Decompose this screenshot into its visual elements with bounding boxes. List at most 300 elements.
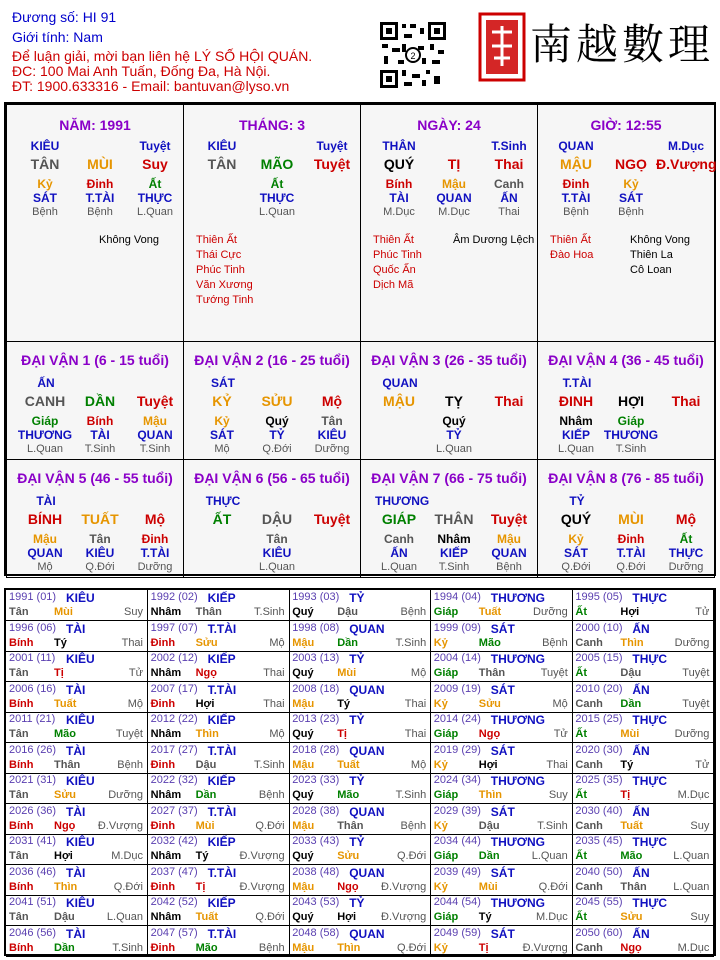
year-cell bbox=[289, 621, 431, 652]
year-life-stage: T.Sinh bbox=[395, 636, 427, 649]
year-cell bbox=[572, 712, 714, 743]
year-ten-god: THƯƠNG bbox=[490, 713, 545, 727]
year-label: 2047 (57) bbox=[150, 926, 198, 939]
year-branch: Mão bbox=[478, 636, 501, 649]
year-life-stage: Dưỡng bbox=[674, 728, 710, 740]
year-life-stage: L.Quan bbox=[531, 850, 568, 862]
year-label: 1998 (08) bbox=[292, 621, 340, 634]
year-ten-god: T.TÀI bbox=[207, 743, 237, 758]
year-stem: Tân bbox=[9, 789, 29, 801]
luck-ten-god: ẤN bbox=[37, 376, 55, 390]
year-ten-god: TỶ bbox=[349, 835, 365, 849]
hidden-stem: Mậu bbox=[33, 532, 57, 546]
stem-branch: ẤT bbox=[212, 511, 232, 527]
year-stem: Ất bbox=[575, 667, 587, 679]
annual-luck-table bbox=[4, 588, 716, 956]
year-life-stage: Thai bbox=[404, 697, 427, 710]
luck-column bbox=[424, 394, 484, 456]
stem-branch: Thai bbox=[494, 393, 524, 409]
year-stem: Nhâm bbox=[150, 728, 182, 740]
ten-god-top: KIÊU bbox=[30, 139, 60, 153]
year-life-stage: Thai bbox=[263, 667, 285, 679]
life-stage: L.Quan bbox=[380, 561, 418, 573]
year-life-stage: Thai bbox=[263, 697, 285, 710]
stem-branch: KỶ bbox=[212, 393, 232, 409]
year-branch: Ngọ bbox=[195, 667, 217, 679]
year-cell bbox=[572, 682, 714, 713]
life-stage: L.Quan bbox=[435, 443, 473, 455]
year-branch: Dậu bbox=[195, 758, 217, 771]
year-stem: Nhâm bbox=[150, 911, 182, 923]
ten-god-top bbox=[424, 139, 484, 157]
year-branch: Thìn bbox=[478, 789, 503, 801]
year-branch: Hợi bbox=[620, 606, 640, 618]
year-ten-god: TÀI bbox=[66, 682, 86, 697]
year-label: 2021 (31) bbox=[9, 774, 57, 786]
year-ten-god: TÀI bbox=[66, 743, 86, 758]
year-life-stage: Q.Đới bbox=[255, 819, 285, 832]
year-stem: Ất bbox=[575, 911, 587, 923]
star-name: Thái Cực bbox=[196, 249, 242, 261]
year-ten-god: KIÊU bbox=[66, 896, 95, 910]
year-label: 2028 (38) bbox=[292, 804, 340, 817]
year-label: 1996 (06) bbox=[9, 621, 57, 634]
year-life-stage: Tuyệt bbox=[682, 697, 710, 710]
year-life-stage: Q.Đới bbox=[255, 911, 285, 923]
year-ten-god: KIẾP bbox=[207, 835, 236, 849]
year-life-stage: Dưỡng bbox=[674, 636, 710, 649]
year-label: 2009 (19) bbox=[433, 682, 481, 695]
year-cell bbox=[6, 834, 148, 865]
hidden-stem: Nhâm bbox=[437, 532, 471, 546]
year-branch: Dậu bbox=[337, 606, 358, 618]
year-cell bbox=[148, 865, 290, 896]
stem-branch: MẬU bbox=[560, 156, 592, 172]
year-ten-god: TỶ bbox=[349, 652, 365, 666]
year-life-stage: Đ.Vượng bbox=[522, 941, 568, 954]
year-label: 2048 (58) bbox=[292, 926, 340, 939]
life-stage: Dưỡng bbox=[668, 561, 704, 573]
star-list bbox=[373, 233, 422, 293]
year-branch: Hợi bbox=[337, 911, 357, 923]
year-life-stage: Tử bbox=[128, 667, 143, 679]
luck-column bbox=[15, 394, 75, 456]
year-cell bbox=[148, 804, 290, 835]
hidden-ten-god: THỰC bbox=[137, 191, 173, 205]
year-stem: Bính bbox=[9, 880, 34, 893]
year-cell bbox=[289, 895, 431, 926]
year-cell bbox=[6, 743, 148, 774]
year-cell bbox=[148, 590, 290, 621]
year-stem: Mậu bbox=[292, 697, 315, 710]
year-branch: Tị bbox=[478, 941, 489, 954]
hidden-stem: Canh bbox=[384, 532, 414, 546]
stem-branch: Mộ bbox=[144, 511, 166, 527]
year-label: 2039 (49) bbox=[433, 865, 481, 878]
star-name: Dịch Mã bbox=[373, 279, 414, 291]
hidden-ten-god: KIẾP bbox=[561, 428, 590, 442]
year-stem: Đinh bbox=[150, 880, 176, 893]
year-cell bbox=[289, 865, 431, 896]
year-label: 2045 (55) bbox=[575, 896, 623, 908]
life-stage: L.Quan bbox=[557, 443, 595, 455]
year-ten-god: ẤN bbox=[632, 743, 650, 758]
year-ten-god: T.TÀI bbox=[207, 804, 237, 819]
year-stem: Tân bbox=[9, 911, 29, 923]
year-life-stage: Q.Đới bbox=[396, 941, 427, 954]
year-label: 2008 (18) bbox=[292, 682, 340, 695]
year-cell bbox=[431, 712, 573, 743]
star-name: Cô Loan bbox=[630, 264, 672, 276]
year-stem: Đinh bbox=[150, 941, 176, 954]
year-life-stage: T.Sinh bbox=[395, 789, 427, 801]
year-cell bbox=[572, 834, 714, 865]
year-label: 2033 (43) bbox=[292, 835, 340, 847]
ten-god-top: THÂN bbox=[382, 139, 416, 153]
year-label: 2027 (37) bbox=[150, 804, 198, 817]
year-label: 2012 (22) bbox=[150, 713, 198, 725]
year-life-stage: M.Dục bbox=[677, 789, 710, 801]
year-ten-god: SÁT bbox=[490, 804, 515, 819]
year-cell bbox=[6, 590, 148, 621]
luck-column bbox=[15, 512, 75, 574]
year-life-stage: Suy bbox=[548, 789, 568, 801]
stem-branch: CANH bbox=[24, 393, 66, 409]
year-ten-god: THƯƠNG bbox=[490, 652, 545, 666]
year-cell bbox=[431, 743, 573, 774]
year-life-stage: Dưỡng bbox=[533, 606, 568, 618]
stem-branch: MÙI bbox=[87, 156, 113, 172]
year-branch: Tuất bbox=[337, 758, 360, 771]
pillar-column bbox=[656, 139, 716, 177]
year-branch: Dần bbox=[337, 636, 358, 649]
life-stage: L.Quan bbox=[136, 206, 174, 218]
pillar-column bbox=[192, 139, 252, 177]
luck-period-title: ĐẠI VẬN 1 (6 - 15 tuổi) bbox=[21, 352, 169, 368]
hidden-ten-god: KIÊU bbox=[262, 546, 292, 560]
year-branch: Thân bbox=[620, 880, 647, 893]
year-ten-god: THỰC bbox=[632, 774, 668, 788]
year-label: 2019 (29) bbox=[433, 743, 481, 756]
year-branch: Thân bbox=[478, 667, 506, 679]
year-cell bbox=[6, 926, 148, 957]
luck-column bbox=[247, 512, 307, 574]
year-stem: Giáp bbox=[433, 789, 459, 801]
pillar-cell bbox=[183, 104, 361, 342]
year-label: 1997 (07) bbox=[150, 621, 198, 634]
pillar-title: THÁNG: 3 bbox=[238, 117, 306, 133]
stem-branch: QUÝ bbox=[560, 511, 592, 527]
year-stem: Quý bbox=[292, 789, 314, 801]
year-ten-god: THỰC bbox=[632, 896, 668, 910]
year-cell bbox=[148, 773, 290, 804]
year-branch: Mùi bbox=[620, 728, 640, 740]
hidden-ten-god: SÁT bbox=[564, 546, 588, 560]
year-life-stage: T.Sinh bbox=[254, 606, 285, 618]
qr-code-icon[interactable] bbox=[378, 20, 448, 90]
stem-branch: TUẤT bbox=[81, 511, 119, 527]
year-life-stage: Tử bbox=[695, 758, 710, 771]
year-branch: Thân bbox=[54, 758, 81, 771]
year-ten-god: T.TÀI bbox=[207, 865, 237, 880]
year-branch: Dậu bbox=[620, 667, 642, 679]
year-branch: Tuất bbox=[478, 606, 502, 618]
hidden-stem: Đinh bbox=[86, 177, 114, 191]
year-label: 1992 (02) bbox=[150, 591, 198, 603]
life-stage: T.Sinh bbox=[438, 561, 470, 573]
year-label: 2014 (24) bbox=[433, 713, 481, 725]
year-life-stage: Bệnh bbox=[258, 941, 285, 954]
year-branch: Mùi bbox=[337, 667, 357, 679]
luck-period-cell bbox=[183, 459, 361, 578]
year-life-stage: Tuyệt bbox=[115, 728, 143, 740]
year-life-stage: Suy bbox=[124, 606, 143, 618]
year-ten-god: THƯƠNG bbox=[490, 591, 545, 605]
stem-branch: Tuyệt bbox=[313, 511, 351, 527]
luck-column bbox=[125, 394, 185, 456]
year-cell bbox=[572, 895, 714, 926]
year-stem: Giáp bbox=[433, 728, 459, 740]
life-stage: Dưỡng bbox=[137, 561, 173, 573]
pillar-column bbox=[15, 139, 75, 219]
year-branch: Ngọ bbox=[478, 728, 501, 740]
pillar-title: GIỜ: 12:55 bbox=[590, 117, 662, 133]
year-cell bbox=[572, 621, 714, 652]
ten-god-top bbox=[601, 139, 661, 157]
stem-branch: Tuyệt bbox=[136, 393, 174, 409]
year-branch: Tuất bbox=[54, 697, 77, 710]
stem-branch: TÂN bbox=[207, 156, 237, 172]
year-stem: Giáp bbox=[433, 667, 459, 679]
hidden-ten-god: SÁT bbox=[619, 191, 643, 205]
red-seal-logo-icon bbox=[478, 12, 526, 82]
year-cell bbox=[572, 743, 714, 774]
year-branch: Tuất bbox=[620, 819, 643, 832]
star-name: Thiên La bbox=[630, 249, 673, 261]
hidden-ten-god: TÀI bbox=[90, 428, 110, 442]
luck-column bbox=[247, 394, 307, 456]
hidden-ten-god: SÁT bbox=[33, 191, 57, 205]
year-stem: Tân bbox=[9, 728, 29, 740]
year-life-stage: Bệnh bbox=[400, 819, 427, 832]
year-stem: Ất bbox=[575, 789, 587, 801]
year-label: 2026 (36) bbox=[9, 804, 57, 817]
hidden-stem: Ất bbox=[148, 177, 162, 191]
ten-god-top: M.Dục bbox=[668, 139, 704, 153]
year-cell bbox=[572, 773, 714, 804]
stem-branch: THÂN bbox=[434, 511, 474, 527]
year-stem: Canh bbox=[575, 880, 603, 893]
year-ten-god: TÀI bbox=[66, 804, 86, 819]
year-ten-god: T.TÀI bbox=[207, 926, 237, 941]
luck-column bbox=[656, 512, 716, 574]
year-life-stage: L.Quan bbox=[673, 850, 710, 862]
year-ten-god: TỶ bbox=[349, 591, 365, 605]
year-stem: Bính bbox=[9, 941, 34, 954]
year-life-stage: L.Quan bbox=[673, 880, 710, 893]
hidden-ten-god: QUAN bbox=[137, 428, 173, 442]
year-label: 1993 (03) bbox=[292, 591, 340, 603]
year-life-stage: Thai bbox=[404, 728, 427, 740]
year-life-stage: Tử bbox=[695, 606, 710, 618]
year-ten-god: SÁT bbox=[490, 743, 515, 758]
year-ten-god: KIÊU bbox=[66, 774, 95, 788]
year-stem: Ất bbox=[575, 728, 587, 740]
pillar-column bbox=[302, 139, 362, 177]
life-stage: Q.Đới bbox=[262, 443, 292, 455]
year-label: 2024 (34) bbox=[433, 774, 481, 786]
year-ten-god: SÁT bbox=[490, 926, 515, 941]
year-cell bbox=[6, 773, 148, 804]
year-branch: Ngọ bbox=[337, 880, 359, 893]
year-branch: Tý bbox=[337, 697, 351, 710]
stem-branch: Tuyệt bbox=[313, 156, 351, 172]
year-ten-god: ẤN bbox=[632, 621, 650, 636]
luck-column bbox=[424, 512, 484, 574]
year-label: 2004 (14) bbox=[433, 652, 481, 664]
year-branch: Sửu bbox=[337, 850, 360, 862]
hidden-ten-god: TỶ bbox=[269, 428, 285, 442]
hidden-stem: Bính bbox=[86, 414, 114, 428]
year-stem: Tân bbox=[9, 606, 29, 618]
stem-branch: DẬU bbox=[261, 511, 293, 527]
star-name: Phúc Tinh bbox=[196, 264, 245, 276]
year-life-stage: Mộ bbox=[269, 728, 285, 740]
pillar-column bbox=[125, 139, 185, 219]
year-cell bbox=[289, 712, 431, 743]
year-cell bbox=[289, 834, 431, 865]
year-life-stage: M.Dục bbox=[677, 941, 710, 954]
year-label: 2001 (11) bbox=[9, 652, 56, 664]
luck-period-title: ĐẠI VẬN 5 (46 - 55 tuổi) bbox=[17, 470, 173, 486]
hidden-ten-god: ẤN bbox=[390, 546, 408, 560]
stem-branch: SỬU bbox=[261, 393, 293, 409]
year-stem: Đinh bbox=[150, 819, 176, 832]
luck-period-title: ĐẠI VẬN 2 (16 - 25 tuổi) bbox=[194, 352, 350, 368]
year-ten-god: QUAN bbox=[349, 682, 385, 697]
star-name: Không Vong bbox=[99, 234, 159, 246]
stem-branch: TỴ bbox=[445, 393, 463, 409]
year-cell bbox=[6, 651, 148, 682]
year-stem: Kỷ bbox=[433, 819, 448, 832]
year-label: 2041 (51) bbox=[9, 896, 57, 908]
luck-column bbox=[192, 394, 252, 456]
year-branch: Sửu bbox=[195, 636, 218, 649]
year-life-stage: Q.Đới bbox=[396, 850, 427, 862]
year-stem: Kỷ bbox=[433, 941, 448, 954]
ten-god-top bbox=[70, 139, 130, 157]
year-ten-god: ẤN bbox=[632, 682, 650, 697]
pillar-column bbox=[369, 139, 429, 219]
year-stem: Bính bbox=[9, 697, 34, 710]
year-ten-god: THỰC bbox=[632, 835, 668, 849]
luck-ten-god: TÀI bbox=[36, 494, 56, 508]
hidden-stem: Ất bbox=[679, 532, 693, 546]
year-ten-god: KIẾP bbox=[207, 591, 236, 605]
luck-period-title: ĐẠI VẬN 7 (66 - 75 tuổi) bbox=[371, 470, 527, 486]
luck-column bbox=[125, 512, 185, 574]
hidden-ten-god: ẤN bbox=[500, 191, 518, 205]
hidden-ten-god: THỰC bbox=[259, 191, 295, 205]
luck-column bbox=[601, 512, 661, 574]
year-cell bbox=[148, 651, 290, 682]
hidden-stem: Quý bbox=[265, 414, 289, 428]
year-label: 2011 (21) bbox=[9, 713, 56, 725]
luck-period-cell bbox=[537, 341, 715, 460]
ten-god-top: Tuyệt bbox=[139, 139, 171, 153]
hidden-stem: Canh bbox=[494, 177, 524, 191]
year-cell bbox=[6, 682, 148, 713]
ten-god-top: T.Sinh bbox=[491, 139, 527, 153]
year-label: 2007 (17) bbox=[150, 682, 198, 695]
year-stem: Kỷ bbox=[433, 880, 448, 893]
year-label: 2036 (46) bbox=[9, 865, 57, 878]
pillar-column bbox=[601, 139, 661, 219]
year-ten-god: QUAN bbox=[349, 743, 385, 758]
hidden-stem: Đinh bbox=[562, 177, 590, 191]
year-cell bbox=[148, 682, 290, 713]
year-life-stage: Q.Đới bbox=[113, 880, 143, 893]
hidden-stem: Tân bbox=[321, 414, 343, 428]
hidden-ten-god: KIÊU bbox=[317, 428, 347, 442]
life-stage: Bệnh bbox=[496, 561, 522, 573]
year-life-stage: Bệnh bbox=[117, 758, 143, 771]
hidden-stem: Bính bbox=[385, 177, 413, 191]
year-label: 2044 (54) bbox=[433, 896, 481, 908]
year-ten-god: THỰC bbox=[632, 713, 668, 727]
year-cell bbox=[289, 926, 431, 957]
year-ten-god: THỰC bbox=[632, 652, 668, 666]
year-label: 2031 (41) bbox=[9, 835, 57, 847]
year-branch: Ngọ bbox=[54, 819, 76, 832]
hidden-ten-god: KIÊU bbox=[85, 546, 115, 560]
luck-column bbox=[70, 512, 130, 574]
luck-column bbox=[70, 394, 130, 456]
year-branch: Tị bbox=[195, 880, 206, 893]
year-cell bbox=[289, 590, 431, 621]
year-branch: Tý bbox=[620, 758, 634, 771]
luck-period-cell bbox=[6, 459, 184, 578]
ten-god-top: KIÊU bbox=[207, 139, 237, 153]
year-cell bbox=[148, 895, 290, 926]
year-life-stage: Đ.Vượng bbox=[239, 880, 285, 893]
luck-column bbox=[479, 394, 539, 414]
year-stem: Canh bbox=[575, 636, 603, 649]
year-branch: Thìn bbox=[337, 941, 361, 954]
life-stage: Bệnh bbox=[618, 206, 644, 218]
year-ten-god: KIẾP bbox=[207, 774, 236, 788]
stem-branch: ĐINH bbox=[558, 393, 594, 409]
year-label: 1995 (05) bbox=[575, 591, 623, 603]
year-stem: Quý bbox=[292, 667, 314, 679]
life-stage: M.Dục bbox=[383, 206, 415, 218]
year-branch: Tuất bbox=[195, 911, 218, 923]
year-stem: Nhâm bbox=[150, 667, 182, 679]
year-life-stage: T.Sinh bbox=[254, 758, 285, 771]
year-branch: Sửu bbox=[478, 697, 501, 710]
pillar-column bbox=[247, 139, 307, 219]
year-stem: Canh bbox=[575, 758, 603, 771]
luck-ten-god: SÁT bbox=[211, 376, 235, 390]
year-branch: Tý bbox=[54, 636, 67, 649]
year-stem: Mậu bbox=[292, 758, 315, 771]
four-pillars-panel bbox=[4, 102, 716, 576]
year-ten-god: THƯƠNG bbox=[490, 835, 545, 849]
year-stem: Bính bbox=[9, 636, 34, 649]
year-cell bbox=[6, 804, 148, 835]
life-stage: L.Quan bbox=[258, 206, 296, 218]
star-name: Đào Hoa bbox=[550, 249, 594, 261]
